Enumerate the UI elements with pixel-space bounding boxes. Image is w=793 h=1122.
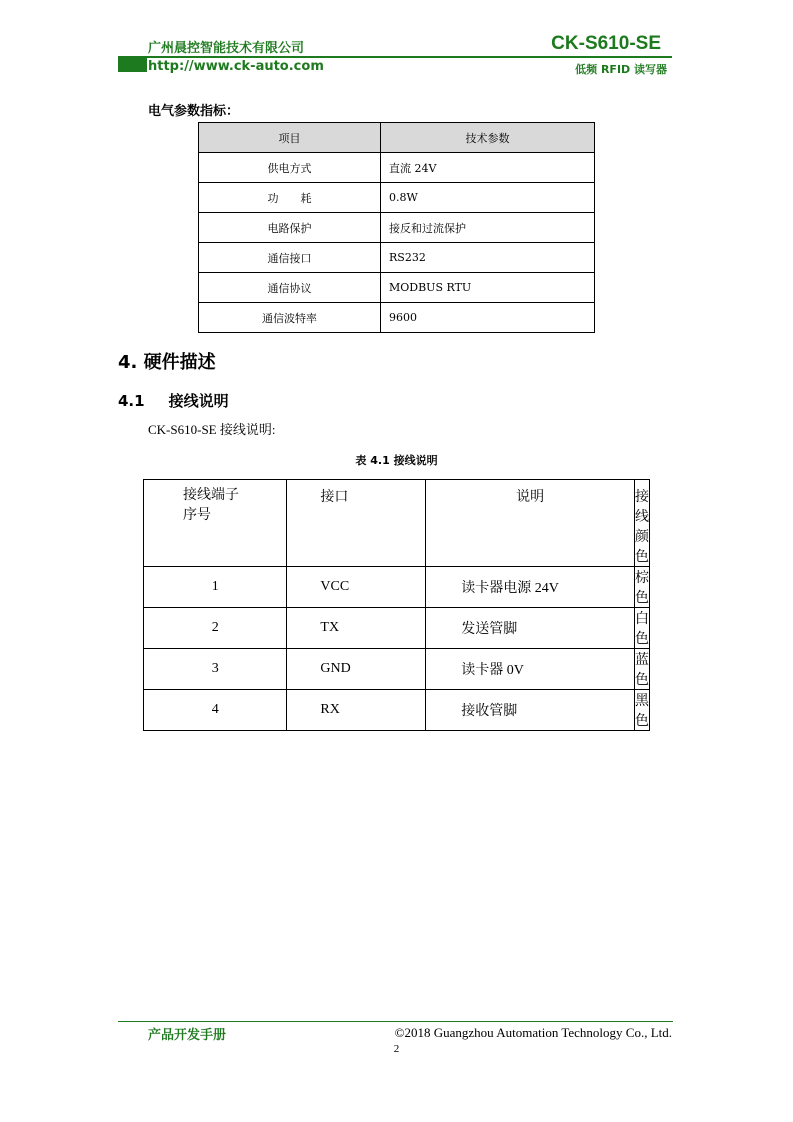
footer-divider — [118, 1021, 673, 1022]
column-header: 接线颜色 — [635, 480, 650, 567]
param-value: MODBUS RTU — [381, 273, 595, 303]
param-item: 通信波特率 — [199, 303, 381, 333]
product-model: CK-S610-SE — [551, 33, 661, 54]
column-header: 项目 — [199, 123, 381, 153]
wiring-intro: CK-S610-SE 接线说明: — [148, 422, 276, 437]
param-value: 直流 24V — [381, 153, 595, 183]
column-header: 说明 — [426, 480, 635, 567]
subsection-number: 4.1 — [118, 392, 145, 410]
port-name: TX — [287, 608, 426, 649]
wire-color: 黑色 — [635, 690, 650, 731]
column-header: 接口 — [287, 480, 426, 567]
manual-title: 产品开发手册 — [148, 1028, 227, 1043]
param-value: 9600 — [381, 303, 595, 333]
table-caption: 表 4.1 接线说明 — [355, 454, 438, 467]
param-value: 0.8W — [381, 183, 595, 213]
port-name: RX — [287, 690, 426, 731]
param-item: 供电方式 — [199, 153, 381, 183]
company-name: 广州晨控智能技术有限公司 — [148, 41, 305, 56]
terminal-number: 1 — [144, 567, 287, 608]
table-row — [144, 608, 650, 649]
param-item: 功 耗 — [199, 183, 381, 213]
param-item: 电路保护 — [199, 213, 381, 243]
website-link[interactable]: http://www.ck-auto.com — [148, 59, 324, 74]
copyright-notice: ©2018 Guangzhou Automation Technology Co., Ltd. — [394, 1025, 672, 1040]
terminal-number: 3 — [144, 649, 287, 690]
header-accent-block — [118, 56, 147, 72]
port-name: VCC — [287, 567, 426, 608]
table-row — [199, 153, 595, 183]
table-row — [199, 213, 595, 243]
wire-color: 棕色 — [635, 567, 650, 608]
terminal-number: 4 — [144, 690, 287, 731]
table-header-row — [144, 480, 650, 567]
param-item: 通信接口 — [199, 243, 381, 273]
table-row — [144, 690, 650, 731]
product-subtitle: 低频 RFID 读写器 — [575, 63, 667, 76]
table-header-row — [199, 123, 595, 153]
section-heading: 4. 硬件描述 — [118, 352, 216, 373]
header-divider — [147, 56, 672, 58]
port-description: 读卡器电源 24V — [426, 567, 635, 608]
wiring-table — [143, 479, 650, 731]
port-name: GND — [287, 649, 426, 690]
table-row — [199, 243, 595, 273]
table-row — [199, 183, 595, 213]
wire-color: 蓝色 — [635, 649, 650, 690]
port-description: 发送管脚 — [426, 608, 635, 649]
terminal-number: 2 — [144, 608, 287, 649]
column-header: 技术参数 — [381, 123, 595, 153]
table-row — [144, 567, 650, 608]
table-row — [144, 649, 650, 690]
column-header: 接线端子 序号 — [144, 480, 287, 567]
param-item: 通信协议 — [199, 273, 381, 303]
subsection-heading — [118, 390, 229, 411]
electrical-params-table — [198, 122, 595, 333]
table-row — [199, 303, 595, 333]
table-row — [199, 273, 595, 303]
param-value: RS232 — [381, 243, 595, 273]
port-description: 接收管脚 — [426, 690, 635, 731]
wire-color: 白色 — [635, 608, 650, 649]
port-description: 读卡器 0V — [426, 649, 635, 690]
subsection-title: 接线说明 — [168, 392, 229, 410]
param-value: 接反和过流保护 — [381, 213, 595, 243]
page-number: 2 — [393, 1043, 400, 1055]
electrical-params-label: 电气参数指标： — [148, 104, 240, 119]
